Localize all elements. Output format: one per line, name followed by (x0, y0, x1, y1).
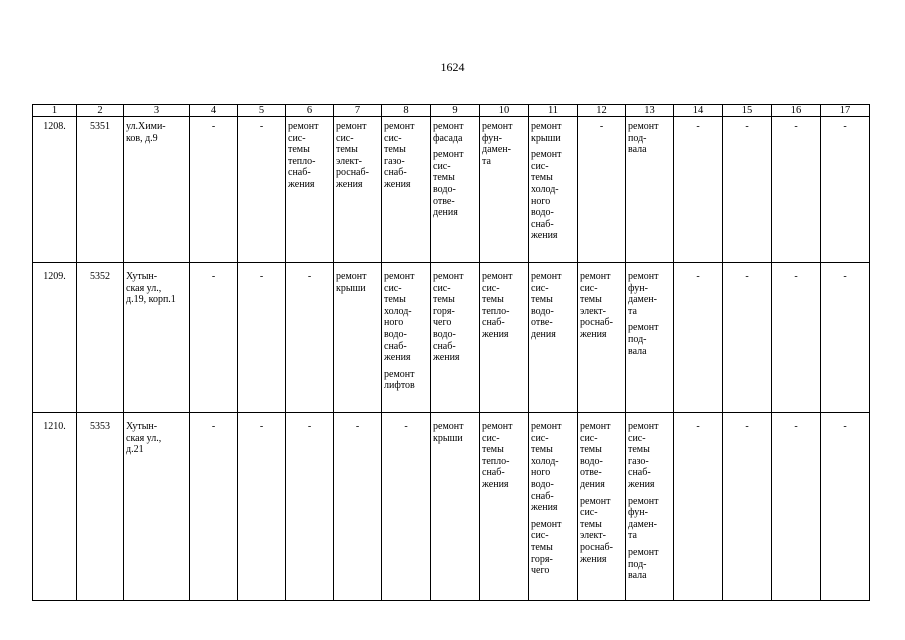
work-item: ремонт сис- темы тепло- снаб- жения (482, 271, 513, 340)
empty-cell: - (674, 117, 723, 263)
empty-cell: - (821, 117, 870, 263)
work-cell (431, 413, 480, 601)
work-item: ремонт сис- темы горя- чего водо- снаб- жения (433, 271, 464, 364)
work-item: ремонт крыши (336, 271, 367, 294)
empty-cell: - (286, 263, 334, 413)
work-cell (578, 263, 626, 413)
work-item: ремонт сис- темы тепло- снаб- жения (482, 421, 513, 490)
work-item: ремонт фун- дамен- та (628, 495, 659, 542)
header-cell: 11 (529, 105, 578, 117)
empty-cell: - (723, 263, 772, 413)
work-cell (431, 117, 480, 263)
header-cell: 2 (77, 105, 124, 117)
header-cell: 5 (238, 105, 286, 117)
work-item: ремонт под- вала (628, 546, 659, 582)
work-item: ремонт сис- темы холод- ного водо- снаб- жения (531, 149, 562, 242)
work-cell (480, 413, 529, 601)
empty-cell: - (238, 413, 286, 601)
work-item: ремонт сис- темы горя- чего (531, 518, 562, 577)
empty-cell: - (238, 117, 286, 263)
header-cell: 9 (431, 105, 480, 117)
empty-cell: - (190, 263, 238, 413)
work-item: ремонт сис- темы холод- ного водо- снаб- жения (384, 271, 415, 364)
address-cell: Хутын- ская ул., д.21 (124, 413, 190, 601)
empty-cell: - (772, 263, 821, 413)
work-item: ремонт сис- темы холод- ного водо- снаб- жения (531, 421, 562, 514)
header-cell: 15 (723, 105, 772, 117)
address-cell: Хутын- ская ул., д.19, корп.1 (124, 263, 190, 413)
header-cell: 3 (124, 105, 190, 117)
empty-cell: - (821, 263, 870, 413)
work-item: ремонт сис- темы тепло- снаб- жения (288, 121, 319, 190)
header-cell: 4 (190, 105, 238, 117)
empty-cell: - (674, 413, 723, 601)
table-row (33, 413, 870, 601)
object-code-cell: 5353 (77, 413, 124, 601)
table-row (33, 117, 870, 263)
empty-cell: - (238, 263, 286, 413)
work-item: ремонт сис- темы элект- роснаб- жения (580, 271, 613, 340)
work-item: ремонт крыши (531, 121, 562, 144)
header-row (33, 105, 870, 117)
work-item: ремонт сис- темы водо- отве- дения (531, 271, 562, 340)
work-cell (626, 263, 674, 413)
work-cell (529, 117, 578, 263)
work-item: ремонт крыши (433, 421, 464, 444)
work-cell (626, 117, 674, 263)
work-item: ремонт сис- темы водо- отве- дения (433, 149, 464, 219)
work-cell (334, 117, 382, 263)
row-number-cell: 1208. (33, 117, 77, 263)
empty-cell: - (382, 413, 431, 601)
header-cell: 6 (286, 105, 334, 117)
page-number: 1624 (440, 60, 465, 74)
row-number-cell: 1210. (33, 413, 77, 601)
work-item: ремонт сис- темы элект- роснаб- жения (580, 495, 613, 565)
empty-cell: - (334, 413, 382, 601)
work-item: ремонт под- вала (628, 121, 659, 156)
work-item: ремонт под- вала (628, 322, 659, 357)
empty-cell: - (674, 263, 723, 413)
work-item: ремонт сис- темы элект- роснаб- жения (336, 121, 369, 190)
header-cell: 12 (578, 105, 626, 117)
work-item: ремонт лифтов (384, 368, 415, 392)
work-cell (529, 413, 578, 601)
object-code-cell: 5351 (77, 117, 124, 263)
header-cell: 16 (772, 105, 821, 117)
work-cell (578, 413, 626, 601)
empty-cell: - (821, 413, 870, 601)
work-item: ремонт фун- дамен- та (628, 271, 659, 317)
work-cell (431, 263, 480, 413)
work-cell (382, 263, 431, 413)
work-cell (480, 263, 529, 413)
table-row (33, 263, 870, 413)
header-cell: 10 (480, 105, 529, 117)
work-cell (286, 117, 334, 263)
work-item: ремонт сис- темы газо- снаб- жения (628, 421, 659, 490)
object-code-cell: 5352 (77, 263, 124, 413)
header-cell: 14 (674, 105, 723, 117)
work-item: ремонт фасада (433, 121, 464, 144)
header-cell: 8 (382, 105, 431, 117)
empty-cell: - (723, 117, 772, 263)
empty-cell: - (286, 413, 334, 601)
header-cell: 17 (821, 105, 870, 117)
empty-cell: - (190, 117, 238, 263)
work-cell (626, 413, 674, 601)
work-item: ремонт фун- дамен- та (482, 121, 513, 167)
work-item: ремонт сис- темы газо- снаб- жения (384, 121, 415, 190)
header-cell: 1 (33, 105, 77, 117)
work-cell (480, 117, 529, 263)
work-cell (334, 263, 382, 413)
work-item: ремонт сис- темы водо- отве- дения (580, 421, 611, 490)
row-number-cell: 1209. (33, 263, 77, 413)
empty-cell: - (190, 413, 238, 601)
empty-cell: - (723, 413, 772, 601)
header-cell: 13 (626, 105, 674, 117)
repair-schedule-table (32, 104, 870, 601)
work-cell (529, 263, 578, 413)
address-cell: ул.Хими- ков, д.9 (124, 117, 190, 263)
header-cell: 7 (334, 105, 382, 117)
empty-cell: - (772, 413, 821, 601)
empty-cell: - (578, 117, 626, 263)
empty-cell: - (772, 117, 821, 263)
work-cell (382, 117, 431, 263)
